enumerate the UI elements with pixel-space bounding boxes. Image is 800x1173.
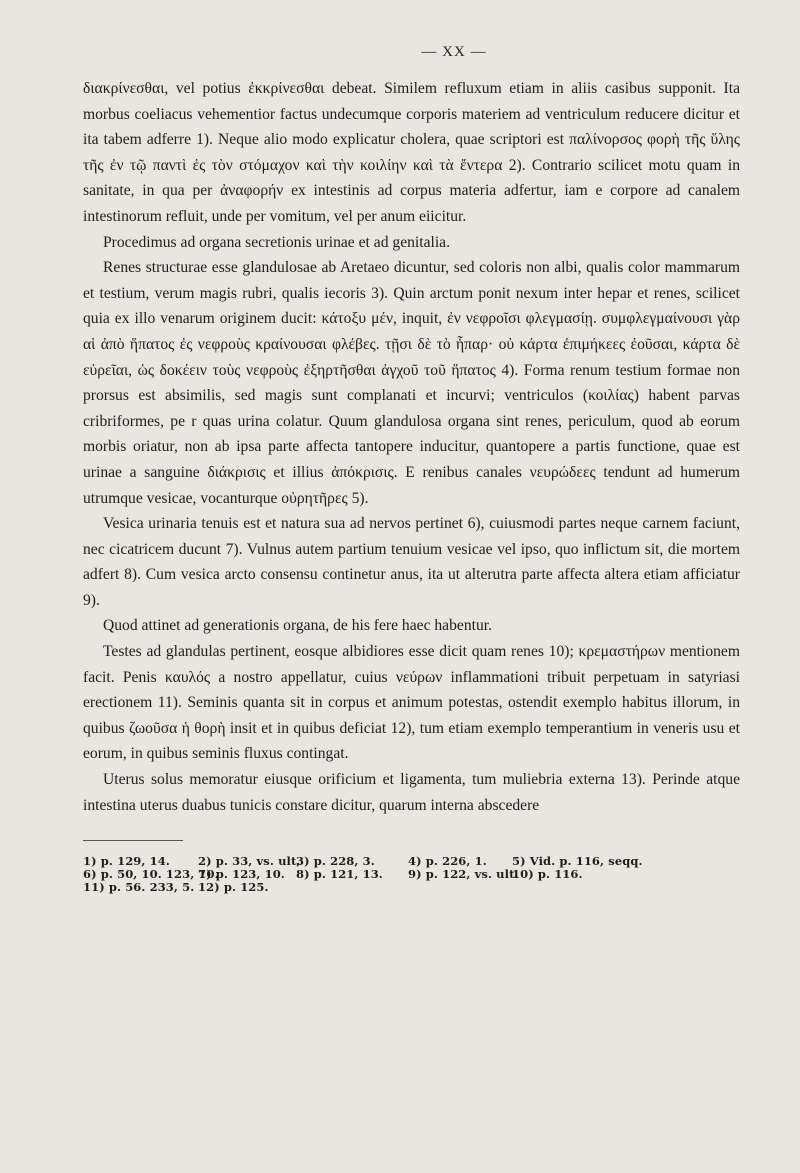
body-text — [83, 76, 740, 818]
footnote: 3) p. 228, 3. — [296, 854, 375, 869]
footnote: 8) p. 121, 13. — [296, 867, 383, 882]
paragraph: διακρίνεσθαι, vel potius ἐκκρίνεσθαι debeat. Similem refluxum etiam in aliis casibus supponit. Ita morbus coeliacus vehementior factus undecumque corporis materiem ad ventriculum reducere dicitur et ita tabem adferre 1). Neque alio modo explicatur cholera, quae scriptori est παλίνορσος φορὴ τῆς ὕλης τῆς ἐν τῷ παντὶ ἐς τὸν στόμαχον καὶ τὴν κοιλίην καὶ τὰ ἔντερα 2). Contrario scilicet motu quam in sanitate, in qua per ἀναφορήν ex intestinis ad corpus materia adfertur, iam e corpore ad canalem intestinorum refluit, unde per vomitum, vel per anum eiicitur. — [83, 80, 740, 225]
footnote: 11) p. 56. 233, 5. — [83, 880, 195, 895]
paragraph: Procedimus ad organa secretionis urinae et ad genitalia. — [103, 233, 450, 251]
footnote-row — [83, 881, 740, 894]
page-number: — XX — — [421, 44, 487, 60]
footnote: 12) p. 125. — [198, 880, 269, 895]
paragraph: Renes structurae esse glandulosae ab Aretaeo dicuntur, sed coloris non albi, qualis color mammarum et testium, verum magis rubri, qualis iecoris 3). Quin arctum ponit nexum inter hepar et renes, scilicet quia ex illo venarum originem ducit: κάτοξυ μέν, inquit, ἐν νεφροῖσι φλεγμασίῃ. συμφλεγμαίνουσι γὰρ αἱ ἀπὸ ἥπατος ἐς νεφροὺς κραίνουσαι φλέβες. τῇσι δὲ τὸ ἧπαρ· οὐ κάρτα ἐπιμήκεες ἐοῦσαι, κάρτα δὲ εὐρεῖαι, ὡς δοκέειν τοὺς νεφροὺς ἐξηρτῆσθαι ἀγχοῦ τοῦ ἥπατος 4). Forma renum testium formae non prorsus est absimilis, sed magis sunt complanati et incurvi; ventriculos (κοιλίας) habent parvas cribriformes, pe r quas urina colatur. Quum glandulosa organa sint renes, periculum, quod ab eorum morbis oriatur, non ab ipsa parte affecta tantopere inducitur, quantopere a partis functione, quae est urinae a sanguine διάκρισις et illius ἀπόκρισις. E renibus canales νευρώδεες tendunt ad humerum utrumque vesicae, vocanturque οὐρητῆρες 5). — [83, 259, 740, 507]
paragraph: Uterus solus memoratur eiusque orificium et ligamenta, tum muliebria externa 13). Perinde atque intestina uterus duabus tunicis constare dicitur, quarum interna abscedere — [83, 771, 740, 814]
footnote: 9) p. 122, vs. ult. — [408, 867, 519, 882]
footnote-rule — [83, 840, 183, 841]
paragraph: Quod attinet ad generationis organa, de his fere haec habentur. — [103, 617, 492, 635]
footnote: 4) p. 226, 1. — [408, 854, 487, 869]
footnote: 2) p. 33, vs. ult, — [198, 854, 301, 869]
footnote: 5) Vid. p. 116, seqq. — [512, 854, 643, 869]
footnote: 7) p. 123, 10. — [198, 867, 285, 882]
footnote: 1) p. 129, 14. — [83, 854, 170, 869]
footnote: 6) p. 50, 10. 123, 10. — [83, 867, 219, 882]
footnote: 10) p. 116. — [512, 867, 583, 882]
paragraph: Testes ad glandulas pertinent, eosque albidiores esse dicit quam renes 10); κρεμαστήρων mentionem facit. Penis καυλός a nostro appellatur, cuius νεύρων inflammationi tribuit perpetuam in satyriasi erectionem 11). Seminis quanta sit in corpus et animum potestas, ostendit exemplo habitus illorum, in quibus ζωοῦσα ἡ θορὴ insit et in quibus deficiat 12), tum etiam exemplo temperantium in veneris usu et eorum, in quibus seminis fluxus contingat. — [83, 643, 740, 763]
footnotes — [83, 855, 740, 894]
paragraph: Vesica urinaria tenuis est et natura sua ad nervos pertinet 6), cuiusmodi partes neque carnem faciunt, nec cicatricem ducunt 7). Vulnus autem partium tenuium vesicae vel ipso, quo inflictum sit, die mortem adfert 8). Cum vesica arcto consensu continetur anus, ita ut alterutra parte affecta altera etiam afficiatur 9). — [83, 515, 740, 609]
